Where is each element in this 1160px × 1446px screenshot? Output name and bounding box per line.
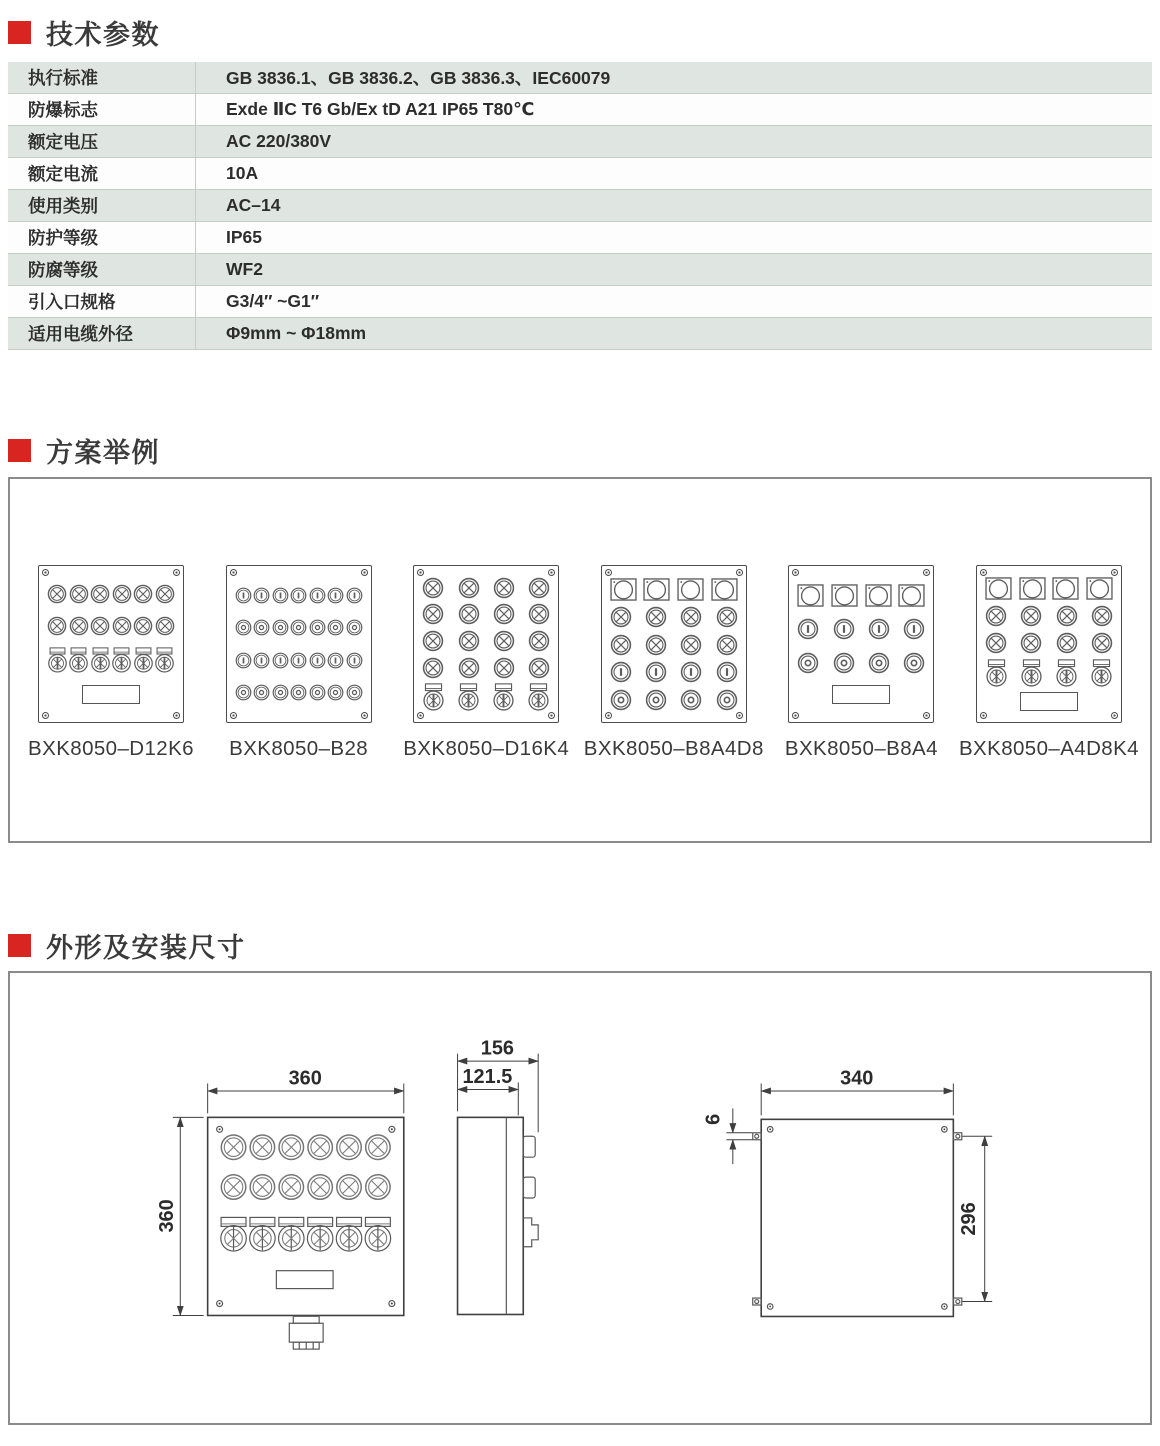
indicator-lamp-icon xyxy=(985,632,1007,654)
meter-icon xyxy=(1019,577,1046,600)
red-square-marker-icon xyxy=(8,439,31,462)
indicator-lamp-icon xyxy=(528,630,550,652)
pushbutton-stop-icon xyxy=(833,652,855,674)
pushbutton-stop-icon xyxy=(327,619,344,636)
panel-row xyxy=(610,661,738,683)
panel-row xyxy=(422,630,550,652)
mounting-tabs xyxy=(753,1133,962,1305)
panel-face xyxy=(788,565,934,723)
indicator-lamp-icon xyxy=(133,584,153,604)
nameplate xyxy=(276,1271,333,1289)
panel-face xyxy=(976,565,1122,723)
spec-label: 防护等级 xyxy=(8,222,196,254)
panel-row xyxy=(985,632,1113,654)
spec-value: 10A xyxy=(196,158,1153,190)
spec-label: 防爆标志 xyxy=(8,94,196,126)
spec-row xyxy=(8,62,1152,94)
pushbutton-stop-icon xyxy=(868,652,890,674)
indicator-lamp-icon xyxy=(493,603,515,625)
spec-value: GB 3836.1、GB 3836.2、GB 3836.3、IEC60079 xyxy=(196,62,1153,94)
pushbutton-start-icon xyxy=(610,661,632,683)
dim-front-height: 360 xyxy=(155,1199,178,1233)
indicator-lamp-icon xyxy=(680,634,702,656)
panel-row xyxy=(610,578,738,601)
pushbutton-stop-icon xyxy=(309,619,326,636)
examples-box xyxy=(8,477,1152,843)
selector-switch-icon xyxy=(492,683,515,711)
hinge-lugs xyxy=(523,1136,538,1247)
selector-switch-icon xyxy=(154,647,175,673)
panel-model-label: BXK8050–B8A4 xyxy=(784,737,938,760)
spec-value: Exde ⅡC T6 Gb/Ex tD A21 IP65 T80℃ xyxy=(196,94,1153,126)
panel-row xyxy=(422,577,550,599)
pushbutton-start-icon xyxy=(346,587,363,604)
front-view xyxy=(156,1068,404,1350)
spec-row xyxy=(8,222,1152,254)
selector-switch-icon xyxy=(1020,659,1043,687)
pushbutton-stop-icon xyxy=(290,619,307,636)
pushbutton-start-icon xyxy=(272,587,289,604)
meter-icon xyxy=(1086,577,1113,600)
panel-row xyxy=(47,647,175,673)
pushbutton-start-icon xyxy=(290,587,307,604)
indicator-lamp-icon xyxy=(1056,605,1078,627)
pushbutton-start-icon xyxy=(272,652,289,669)
example-panel xyxy=(28,565,194,761)
indicator-lamp-icon xyxy=(422,657,444,679)
spec-label: 执行标准 xyxy=(8,62,196,94)
spec-row xyxy=(8,254,1152,286)
dimension-drawings xyxy=(10,973,1150,1423)
spec-table xyxy=(8,62,1152,350)
panel-row xyxy=(235,684,363,701)
meter-icon xyxy=(643,578,670,601)
panel-model-label: BXK8050–D16K4 xyxy=(403,737,570,760)
indicator-lamp-icon xyxy=(610,634,632,656)
dim-rear-tab: 6 xyxy=(702,1113,725,1125)
indicator-lamp-icon xyxy=(1056,632,1078,654)
pushbutton-start-icon xyxy=(327,587,344,604)
indicator-lamp-icon xyxy=(1020,605,1042,627)
selector-switch-icon xyxy=(133,647,154,673)
pushbutton-stop-icon xyxy=(680,689,702,711)
panel-face xyxy=(38,565,184,723)
pushbutton-stop-icon xyxy=(346,619,363,636)
corner-screw-icon xyxy=(173,712,180,719)
indicator-lamp-icon xyxy=(422,603,444,625)
spec-label: 额定电压 xyxy=(8,126,196,158)
corner-screw-icon xyxy=(1111,569,1118,576)
indicator-lamp-icon xyxy=(645,634,667,656)
spec-row xyxy=(8,318,1152,350)
indicator-lamp-icon xyxy=(680,606,702,628)
indicator-lamp-icon xyxy=(458,630,480,652)
panel-row xyxy=(235,619,363,636)
panel-face xyxy=(226,565,372,723)
corner-screw-icon xyxy=(736,569,743,576)
pushbutton-start-icon xyxy=(645,661,667,683)
spec-row xyxy=(8,126,1152,158)
spec-value: WF2 xyxy=(196,254,1153,286)
selector-switch-icon xyxy=(68,647,89,673)
pushbutton-start-icon xyxy=(327,652,344,669)
side-view xyxy=(458,1038,539,1315)
indicator-lamp-icon xyxy=(155,584,175,604)
indicator-lamp-icon xyxy=(528,603,550,625)
panel-row xyxy=(47,584,175,604)
pushbutton-start-icon xyxy=(833,618,855,640)
corner-screw-icon xyxy=(230,569,237,576)
corner-screw-icon xyxy=(42,712,49,719)
pushbutton-stop-icon xyxy=(903,652,925,674)
example-panel xyxy=(403,565,570,761)
red-square-marker-icon xyxy=(8,21,31,44)
section-title-text: 外形及安装尺寸 xyxy=(46,932,246,963)
section-title-specs xyxy=(8,0,1160,48)
panel-row xyxy=(797,618,925,640)
rear-view xyxy=(702,1068,992,1317)
indicator-lamp-icon xyxy=(155,616,175,636)
panel-row xyxy=(797,652,925,674)
panel-model-label: BXK8050–B8A4D8 xyxy=(583,737,764,760)
example-panel xyxy=(224,565,374,761)
pushbutton-start-icon xyxy=(346,652,363,669)
indicator-lamp-icon xyxy=(716,606,738,628)
indicator-lamp-icon xyxy=(133,616,153,636)
cable-gland xyxy=(289,1316,323,1349)
section-title-text: 技术参数 xyxy=(46,19,160,50)
example-panel xyxy=(786,565,936,761)
indicator-lamp-icon xyxy=(422,630,444,652)
spec-label: 使用类别 xyxy=(8,190,196,222)
spec-value: IP65 xyxy=(196,222,1153,254)
panel-face xyxy=(413,565,559,723)
panel-inner xyxy=(414,566,558,722)
meter-icon xyxy=(610,578,637,601)
meter-icon xyxy=(1052,577,1079,600)
corner-screw-icon xyxy=(1111,712,1118,719)
selector-switch-icon xyxy=(457,683,480,711)
corner-screw-icon xyxy=(605,712,612,719)
indicator-lamp-icon xyxy=(112,584,132,604)
indicator-lamp-icon xyxy=(422,577,444,599)
panel-inner xyxy=(602,566,746,722)
pushbutton-start-icon xyxy=(680,661,702,683)
meter-icon xyxy=(865,584,892,607)
pushbutton-start-icon xyxy=(797,618,819,640)
pushbutton-start-icon xyxy=(235,587,252,604)
spec-row xyxy=(8,158,1152,190)
spec-row xyxy=(8,286,1152,318)
corner-screw-icon xyxy=(736,712,743,719)
indicator-lamp-icon xyxy=(47,616,67,636)
pushbutton-stop-icon xyxy=(235,684,252,701)
panel-row xyxy=(985,605,1113,627)
nameplate xyxy=(832,685,890,704)
panel-row xyxy=(610,634,738,656)
nameplate xyxy=(1020,692,1078,711)
selector-switch-icon xyxy=(1055,659,1078,687)
spec-value: G3/4″ ~G1″ xyxy=(196,286,1153,318)
pushbutton-stop-icon xyxy=(327,684,344,701)
indicator-lamp-icon xyxy=(493,657,515,679)
dimensions-box xyxy=(8,971,1152,1425)
indicator-lamp-icon xyxy=(1020,632,1042,654)
panel-model-label: BXK8050–D12K6 xyxy=(28,737,194,760)
corner-screw-icon xyxy=(980,569,987,576)
indicator-lamp-icon xyxy=(112,616,132,636)
pushbutton-stop-icon xyxy=(272,684,289,701)
selector-switch-icon xyxy=(90,647,111,673)
corner-screw-icon xyxy=(980,712,987,719)
indicator-lamp-icon xyxy=(458,577,480,599)
indicator-lamp-icon xyxy=(47,584,67,604)
section-title-dimensions xyxy=(8,929,1160,961)
spec-row xyxy=(8,94,1152,126)
indicator-lamp-icon xyxy=(1091,632,1113,654)
example-panel xyxy=(958,565,1139,761)
indicator-lamp-icon xyxy=(528,657,550,679)
pushbutton-stop-icon xyxy=(253,619,270,636)
pushbutton-stop-icon xyxy=(346,684,363,701)
meter-icon xyxy=(677,578,704,601)
panel-model-label: BXK8050–B28 xyxy=(229,737,369,760)
panel-row xyxy=(797,584,925,607)
meter-icon xyxy=(898,584,925,607)
indicator-lamp-icon xyxy=(69,584,89,604)
pushbutton-start-icon xyxy=(309,652,326,669)
indicator-lamp-icon xyxy=(610,606,632,628)
corner-screw-icon xyxy=(230,712,237,719)
pushbutton-stop-icon xyxy=(253,684,270,701)
pushbutton-start-icon xyxy=(868,618,890,640)
panel-model-label: BXK8050–A4D8K4 xyxy=(958,737,1139,760)
pushbutton-stop-icon xyxy=(610,689,632,711)
panel-inner xyxy=(977,566,1121,722)
corner-screw-icon xyxy=(605,569,612,576)
red-square-marker-icon xyxy=(8,934,31,957)
meter-icon xyxy=(831,584,858,607)
corner-screw-icon xyxy=(361,569,368,576)
selector-switch-icon xyxy=(1090,659,1113,687)
panel-row xyxy=(422,603,550,625)
spec-value: Φ9mm ~ Φ18mm xyxy=(196,318,1153,350)
panel-row xyxy=(422,683,550,711)
spec-label: 引入口规格 xyxy=(8,286,196,318)
pushbutton-stop-icon xyxy=(716,689,738,711)
pushbutton-stop-icon xyxy=(272,619,289,636)
indicator-lamp-icon xyxy=(90,584,110,604)
pushbutton-start-icon xyxy=(290,652,307,669)
pushbutton-start-icon xyxy=(253,587,270,604)
indicator-lamp-icon xyxy=(90,616,110,636)
pushbutton-stop-icon xyxy=(645,689,667,711)
pushbutton-stop-icon xyxy=(290,684,307,701)
panel-inner xyxy=(39,566,183,722)
pushbutton-start-icon xyxy=(309,587,326,604)
front-view-components xyxy=(221,1135,391,1251)
panel-inner xyxy=(789,566,933,722)
selector-switch-icon xyxy=(985,659,1008,687)
panel-row xyxy=(235,652,363,669)
dim-front-width: 360 xyxy=(288,1067,322,1090)
indicator-lamp-icon xyxy=(458,603,480,625)
spec-label: 防腐等级 xyxy=(8,254,196,286)
indicator-lamp-icon xyxy=(493,630,515,652)
panel-row xyxy=(422,657,550,679)
spec-value: AC 220/380V xyxy=(196,126,1153,158)
selector-switch-icon xyxy=(111,647,132,673)
panel-row xyxy=(47,616,175,636)
indicator-lamp-icon xyxy=(69,616,89,636)
panel-row xyxy=(235,587,363,604)
selector-switch-icon xyxy=(422,683,445,711)
meter-icon xyxy=(985,577,1012,600)
spec-value: AC–14 xyxy=(196,190,1153,222)
dim-rear-height: 296 xyxy=(958,1202,981,1236)
panel-row xyxy=(610,606,738,628)
panel-row xyxy=(985,659,1113,687)
pushbutton-start-icon xyxy=(903,618,925,640)
selector-switch-icon xyxy=(47,647,68,673)
pushbutton-stop-icon xyxy=(797,652,819,674)
example-panel xyxy=(583,565,764,761)
indicator-lamp-icon xyxy=(493,577,515,599)
pushbutton-start-icon xyxy=(716,661,738,683)
spec-label: 适用电缆外径 xyxy=(8,318,196,350)
panel-inner xyxy=(227,566,371,722)
meter-icon xyxy=(711,578,738,601)
section-title-text: 方案举例 xyxy=(46,437,160,468)
section-title-examples xyxy=(8,434,1160,466)
indicator-lamp-icon xyxy=(645,606,667,628)
indicator-lamp-icon xyxy=(528,577,550,599)
spec-row xyxy=(8,190,1152,222)
dim-side-cover-depth: 121.5 xyxy=(462,1066,513,1089)
mounting-holes xyxy=(767,1127,947,1310)
pushbutton-start-icon xyxy=(235,652,252,669)
panel-row xyxy=(610,689,738,711)
example-panels-row xyxy=(10,565,1150,761)
selector-switch-icon xyxy=(527,683,550,711)
panel-row xyxy=(985,577,1113,600)
indicator-lamp-icon xyxy=(458,657,480,679)
indicator-lamp-icon xyxy=(985,605,1007,627)
corner-screw-icon xyxy=(42,569,49,576)
pushbutton-stop-icon xyxy=(309,684,326,701)
indicator-lamp-icon xyxy=(716,634,738,656)
pushbutton-start-icon xyxy=(253,652,270,669)
corner-screw-icon xyxy=(173,569,180,576)
panel-face xyxy=(601,565,747,723)
corner-screw-icon xyxy=(361,712,368,719)
nameplate xyxy=(82,685,140,704)
pushbutton-stop-icon xyxy=(235,619,252,636)
indicator-lamp-icon xyxy=(1091,605,1113,627)
spec-label: 额定电流 xyxy=(8,158,196,190)
dim-side-depth: 156 xyxy=(480,1037,514,1060)
dim-rear-width: 340 xyxy=(840,1067,874,1090)
meter-icon xyxy=(797,584,824,607)
